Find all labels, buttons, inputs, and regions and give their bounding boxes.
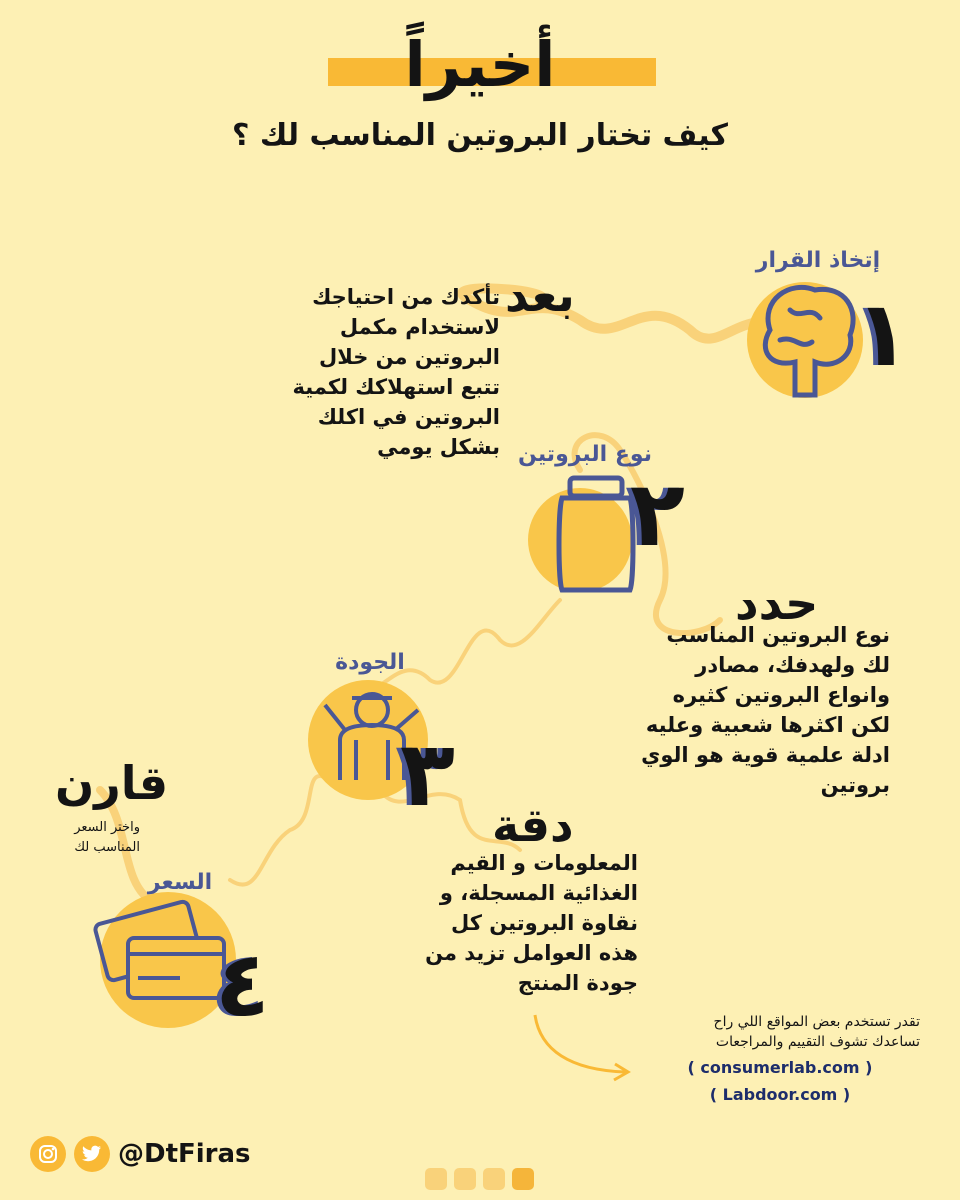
page-dot-2[interactable] (454, 1168, 476, 1190)
step4-heading: السعر (147, 870, 213, 895)
step4-number: ٤ (215, 932, 270, 1037)
page-subtitle: كيف تختار البروتين المناسب لك ؟ (232, 118, 728, 153)
wavy-path-5 (230, 776, 330, 885)
instagram-icon[interactable] (30, 1136, 66, 1172)
step3-text: المعلومات و القيم الغذائية المسجلة، و نقاوة البروتين كل هذه العوامل تزيد من جودة المنتج (425, 851, 638, 995)
step1-heading: إتخاذ القرار (755, 248, 881, 273)
page-indicator (425, 1168, 541, 1190)
step4-text: واختر السعر المناسب لك (74, 820, 140, 855)
tip-line1: تقدر تستخدم بعض المواقع اللي راح (713, 1014, 920, 1030)
page-dot-1[interactable] (425, 1168, 447, 1190)
step2-heading: نوع البروتين (518, 442, 652, 467)
step1-keyword: بعد (505, 268, 575, 322)
page-dot-4[interactable] (512, 1168, 534, 1190)
twitter-handle[interactable]: @DtFiras (118, 1139, 251, 1169)
page-dot-3[interactable] (483, 1168, 505, 1190)
step3-keyword: دقة (492, 798, 574, 852)
step2-keyword: حدد (735, 576, 819, 630)
step2-number: ٢ (630, 462, 685, 567)
step3-number: ٣ (400, 722, 455, 827)
tip-text (630, 1012, 920, 1052)
step4-keyword: قارن (55, 756, 169, 810)
step2-text: نوع البروتين المناسب لك ولهدفك، مصادر وانواع البروتين كثيره لكن اكثرها شعبية وعليه ادلة علمية قوية هو الوي بروتين (641, 623, 890, 797)
step2-circle (528, 488, 632, 592)
wavy-path-3 (360, 600, 560, 691)
page-title: أخيراً (404, 28, 556, 101)
step3-heading: الجودة (335, 650, 405, 675)
social-footer (30, 1136, 251, 1172)
step1-text: تأكدك من احتياجك لاستخدام مكمل البروتين من خلال تتبع استهلاكك لكمية البروتين في اكلك بشكل يومي (292, 285, 500, 459)
twitter-icon[interactable] (74, 1136, 110, 1172)
tip-line2: تساعدك تشوف التقييم والمراجعات (715, 1034, 920, 1050)
consumerlab-link[interactable]: ( consumerlab.com ) (687, 1058, 873, 1077)
arrow-path (535, 1015, 625, 1072)
labdoor-link[interactable]: ( Labdoor.com ) (709, 1085, 851, 1104)
step1-number: ١ (855, 282, 910, 387)
